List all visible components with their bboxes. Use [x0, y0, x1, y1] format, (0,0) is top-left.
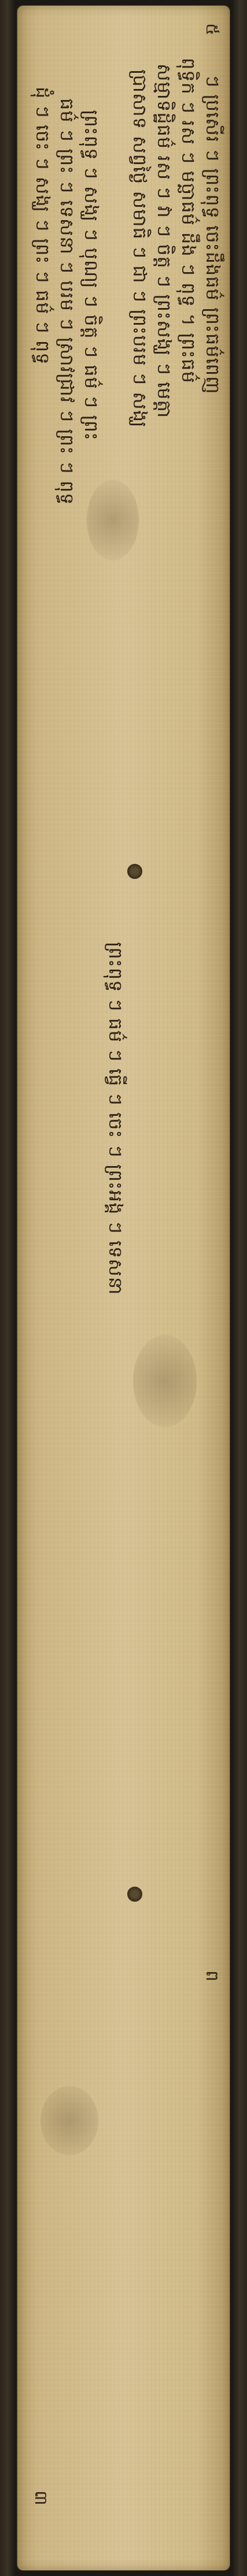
string-hole-upper	[127, 864, 142, 879]
manuscript-line: ពុទ្ធិក ៗ រស ៗ មច្ឆាធម៌ ដឹង ៗ ពុទ្ធ ។ ព្រះធម៌	[178, 58, 200, 384]
manuscript-line: ដុំ ៗ ចេះ ៗ សង្ឃ ៗ ព្រះ ៗ ធម៌ ៗ ពុទ្ធ	[32, 87, 54, 365]
string-hole-lower	[127, 1887, 142, 1902]
manuscript-line: ព្រះពុទ្ធ ៗ ធម៌ ៗ ធ្វើ ៗ ចេះ ៗ ព្រះអង្គ ៗ ទេសនា	[105, 942, 127, 1296]
margin-mark: ៥	[202, 23, 222, 36]
margin-mark: ព	[202, 1970, 222, 1982]
manuscript-line: ប្រាសាទ សព្វថ្ងៃ សមាធិ ៗ ជា ៗ ព្រះបរម ៗ សង្ឃ	[129, 69, 151, 428]
manuscript-line: ព្រះពុទ្ធ ៗ សង្ឃ ៗ បុណ្យ ៗ ចិត្ត ៗ ធម៌ ៗ ព្រះ	[80, 110, 102, 441]
manuscript-line: ៗ ប្រសើរ ៗ ព្រះពុទ្ធ ចេះដឹងធម៌ ព្រះធម៌ពេញ	[202, 75, 224, 395]
stain	[87, 480, 139, 561]
stain	[133, 1335, 197, 1427]
stain	[40, 2086, 98, 2155]
palm-leaf	[17, 6, 230, 2570]
manuscript-line: សម្មាទិដ្ឋិធម៌ រស ៗ វា ៗ ចិត្ត ៗ ព្រះសង្ឃ ៗ មេត្តា	[153, 64, 175, 418]
leaf-number: ៣	[31, 2490, 51, 2506]
manuscript-line: ធម៌ ៗ ព្រះ ៗ ទេសនា ៗ បរម ៗ ស្រាវជ្រាវ ៗ ព្រះ ៗ ពុទ្ធ	[56, 98, 78, 506]
